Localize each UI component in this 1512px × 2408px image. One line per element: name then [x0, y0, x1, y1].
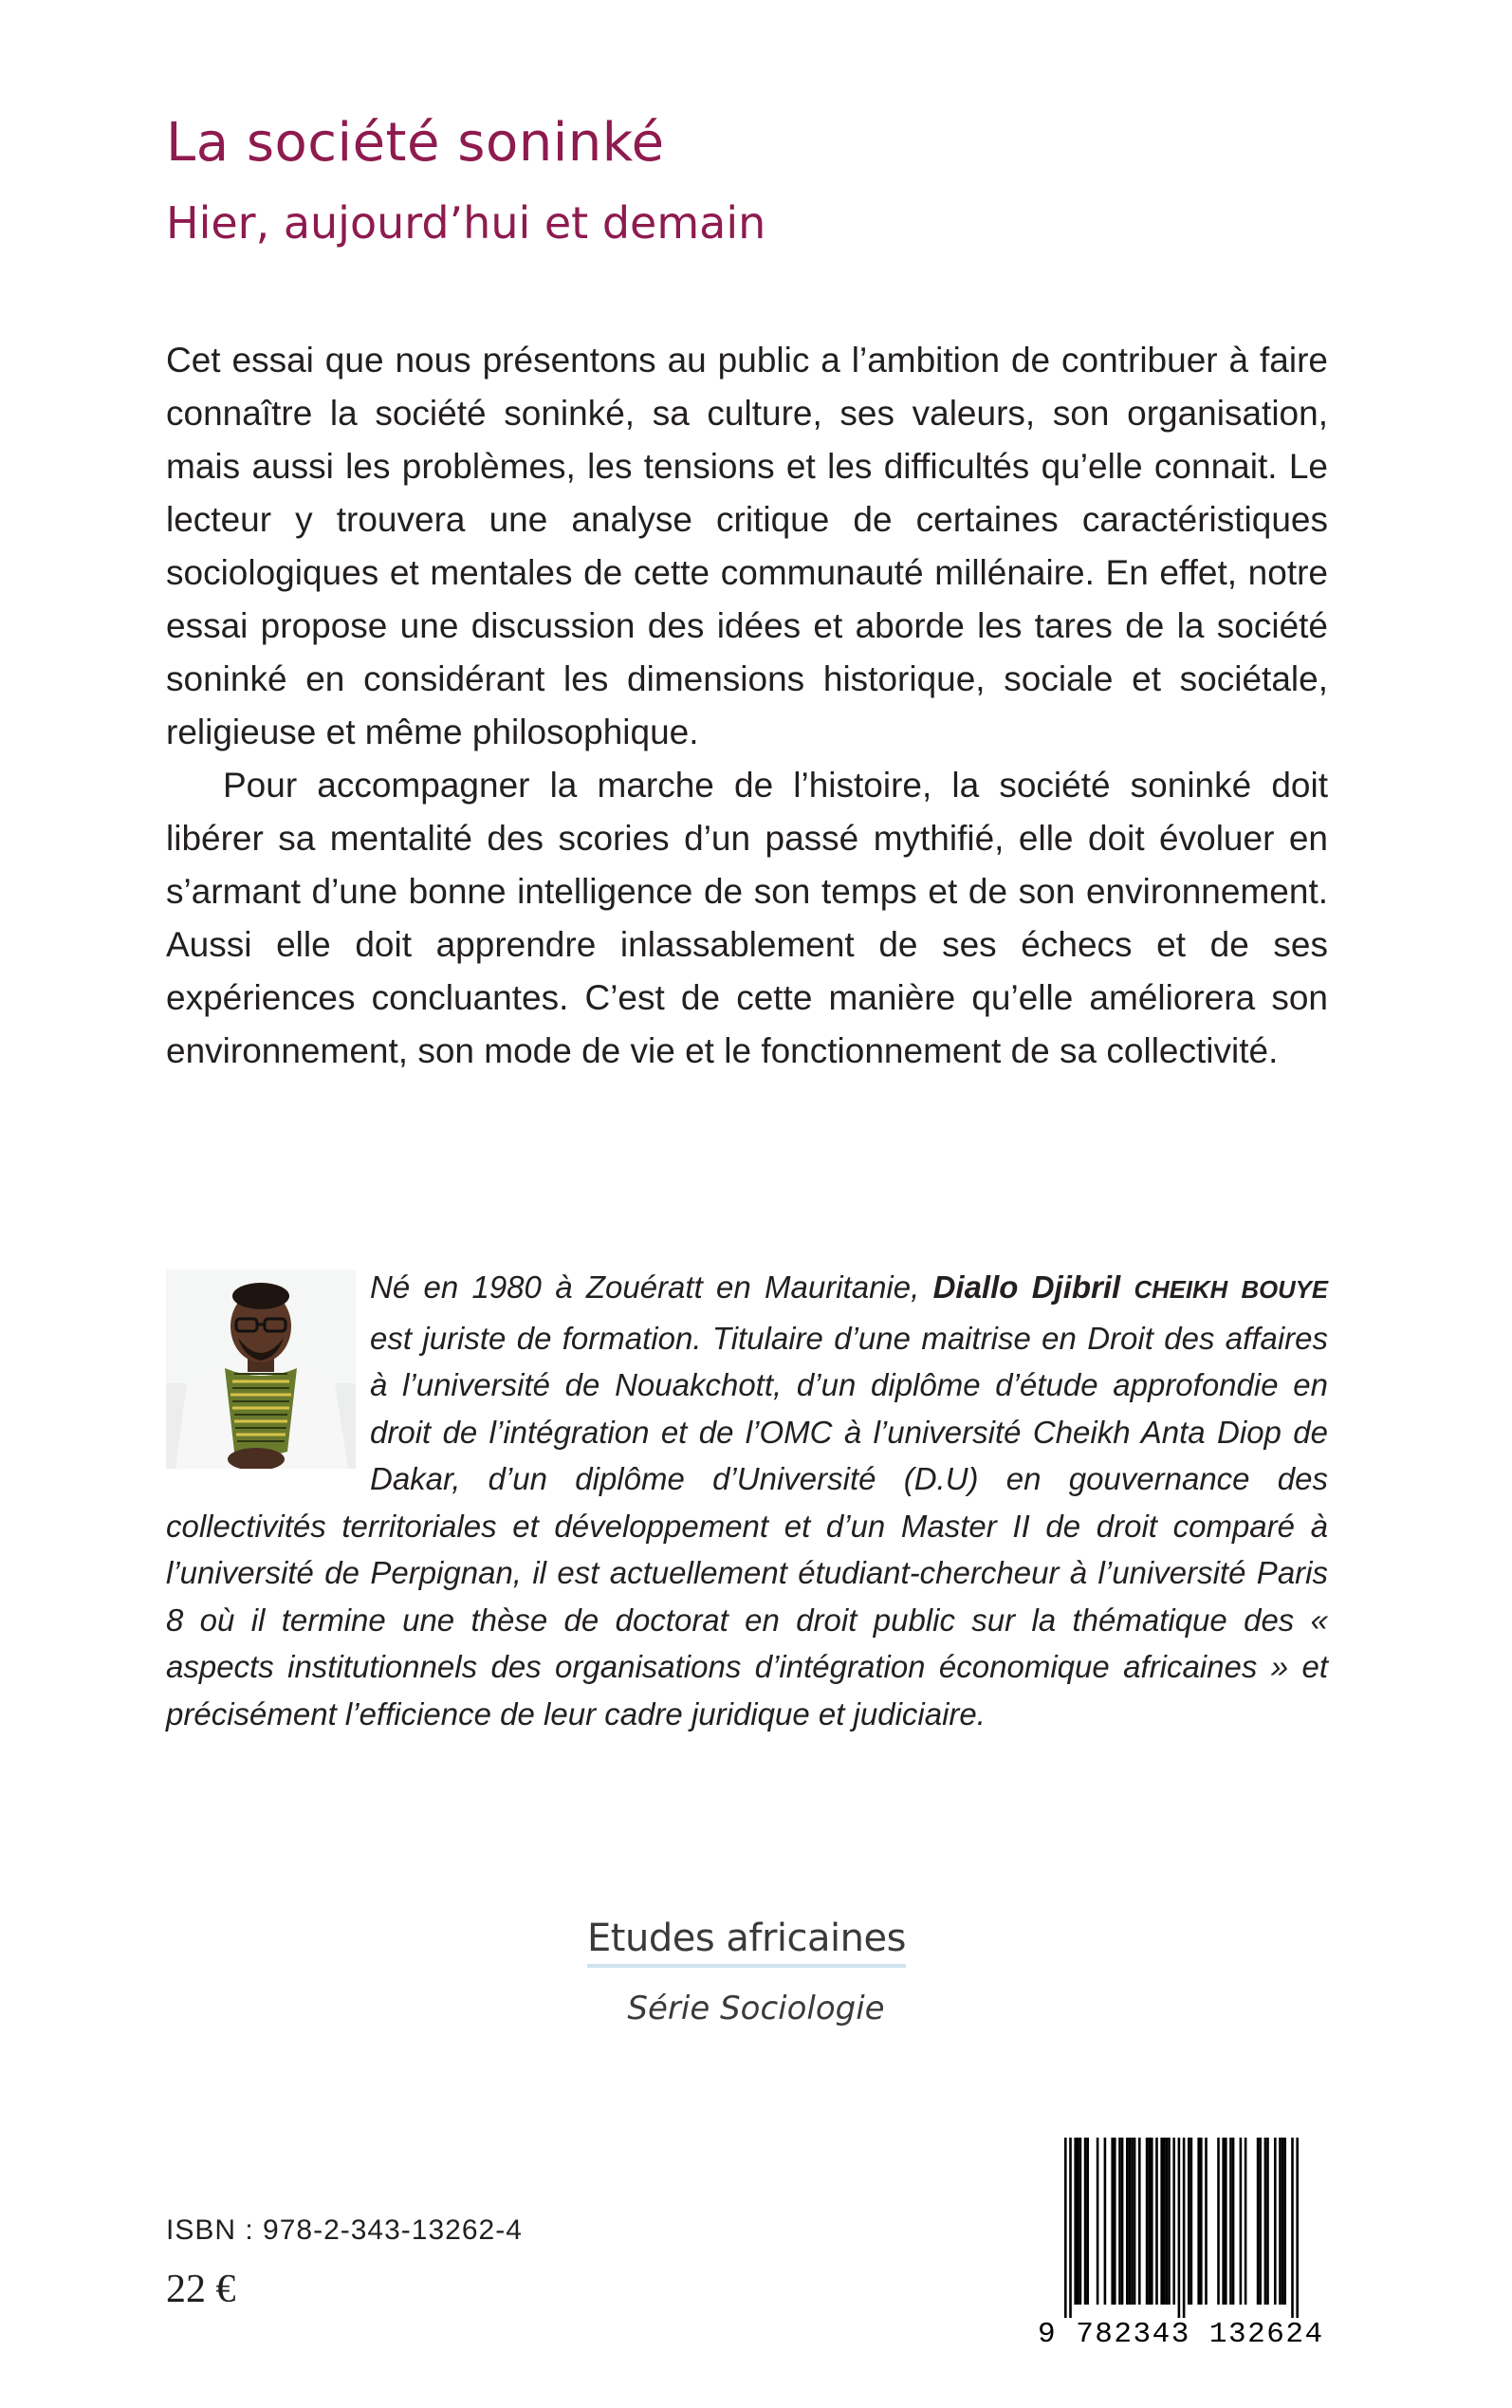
series-name: Série Sociologie — [627, 1990, 885, 2028]
barcode-bar — [1148, 2138, 1151, 2305]
bio-rest: est juriste de formation. Titulaire d’une maitrise en Droit des affaires à l’université de Nouakchott, d’un diplôme d’étude approfondie en droit de l’intégration et de l’OMC à l’université Cheikh Anta Diop de Dakar, d’un diplôme d’Université (D.U) en gouvernance des collectivités territoriales et développement et d’un Master II de droit comparé à l’université de Perpignan, il est actuellement étudiant-chercheur à l’université Paris 8 où il termine une thèse de doctorat en droit public sur la thématique des « aspects institutionnels des organisations d’intégration économique africaines » et précisément l’efficience de leur cadre juridique et judiciaire. — [166, 1320, 1328, 1732]
author-name-last-2: BOUYE — [1241, 1277, 1328, 1304]
barcode-bar — [1188, 2138, 1190, 2305]
barcode-bar — [1291, 2138, 1294, 2318]
barcode-bar — [1183, 2138, 1186, 2318]
barcode-bar — [1264, 2138, 1267, 2305]
barcode-bar — [1129, 2138, 1132, 2305]
summary-paragraph-2: Pour accompagner la marche de l’histoire, la société soninké doit libérer sa mentalité des scories d’un passé mythifié, elle doit évoluer en s’armant d’une bonne intelligence de son temps et de son environnement. Aussi elle doit apprendre inlassablement de ses échecs et de ses expériences concluantes. C’est de cette manière qu’elle améliorera son environnement, son mode de vie et le fonctionnement de sa collectivité. — [166, 766, 1328, 1070]
barcode-bar — [1111, 2138, 1114, 2305]
collection-name: Etudes africaines — [587, 1917, 906, 1968]
barcode-bar — [1114, 2138, 1116, 2305]
barcode-bar — [1138, 2138, 1141, 2305]
barcode-bar — [1077, 2138, 1079, 2305]
barcode-icon — [1038, 2138, 1324, 2351]
barcode-bar — [1240, 2138, 1243, 2305]
isbn: ISBN : 978-2-343-13262-4 — [166, 2214, 523, 2246]
collection-block — [0, 1917, 1512, 1968]
author-bio — [166, 1264, 1328, 1737]
barcode-bar — [1283, 2138, 1286, 2305]
author-name-first: Diallo Djibril — [932, 1269, 1134, 1305]
barcode-bar — [1232, 2138, 1235, 2305]
barcode-bar — [1168, 2138, 1171, 2305]
barcode-bar — [1257, 2138, 1260, 2305]
barcode-bar — [1163, 2138, 1166, 2305]
barcode-bar — [1074, 2138, 1077, 2305]
barcode-bar — [1190, 2138, 1193, 2305]
barcode-bar — [1134, 2138, 1136, 2305]
barcode-digits: 9 782343 132624 — [1038, 2318, 1324, 2351]
author-name-last-1: CHEIKH — [1134, 1277, 1228, 1304]
barcode-bar — [1131, 2138, 1134, 2305]
barcode-bar — [1084, 2138, 1087, 2305]
barcode-bar — [1197, 2138, 1200, 2305]
photo-spacer — [166, 1264, 370, 1484]
barcode-bar — [1205, 2138, 1208, 2305]
barcode-bar — [1296, 2138, 1299, 2318]
barcode-bar — [1118, 2138, 1121, 2305]
barcode-bar — [1126, 2138, 1129, 2305]
barcode-bar — [1200, 2138, 1203, 2305]
barcode-bar — [1229, 2138, 1232, 2305]
barcode-bar — [1266, 2138, 1269, 2305]
barcode-bar — [1178, 2138, 1181, 2318]
barcode-bar — [1245, 2138, 1247, 2305]
summary-paragraph-1: Cet essai que nous présentons au public a l’ambition de contribuer à faire connaître la société soninké, sa culture, ses valeurs, son organisation, mais aussi les problèmes, les tensions et les difficultés qu’elle connait. Le lecteur y trouvera une analyse critique de certaines caractéristiques sociologiques et mentales de cette communauté millénaire. En effet, notre essai propose une discussion des idées et aborde les tares de la société soninké en considérant les dimensions historique, sociale et sociétale, religieuse et même philosophique. — [166, 341, 1328, 751]
barcode-bar — [1222, 2138, 1225, 2305]
bio-intro: Né en 1980 à Zouératt en Mauritanie, — [370, 1269, 933, 1305]
barcode-bar — [1086, 2138, 1089, 2305]
barcode-bar — [1160, 2138, 1163, 2305]
barcode-bars — [1038, 2138, 1317, 2318]
barcode-bar — [1217, 2138, 1220, 2305]
barcode-bar — [1155, 2138, 1158, 2305]
barcode-bar — [1146, 2138, 1149, 2305]
barcode-bar — [1079, 2138, 1082, 2305]
back-cover-summary — [166, 334, 1328, 1078]
barcode-bar — [1274, 2138, 1277, 2305]
book-title: La société soninké — [166, 112, 665, 174]
barcode-bar — [1121, 2138, 1124, 2305]
barcode-bar — [1097, 2138, 1099, 2305]
barcode-bar — [1282, 2138, 1284, 2305]
barcode-bar — [1064, 2138, 1067, 2318]
book-subtitle: Hier, aujourd’hui et demain — [166, 197, 766, 249]
barcode-bar — [1279, 2138, 1282, 2305]
author-name — [933, 1269, 1328, 1305]
barcode-bar — [1259, 2138, 1262, 2305]
barcode-bar — [1172, 2138, 1175, 2305]
barcode-bar — [1225, 2138, 1227, 2305]
barcode-bar — [1151, 2138, 1153, 2305]
barcode-bar — [1166, 2138, 1169, 2305]
barcode-bar — [1104, 2138, 1107, 2305]
barcode-bar — [1069, 2138, 1072, 2318]
price: 22 € — [166, 2268, 236, 2311]
